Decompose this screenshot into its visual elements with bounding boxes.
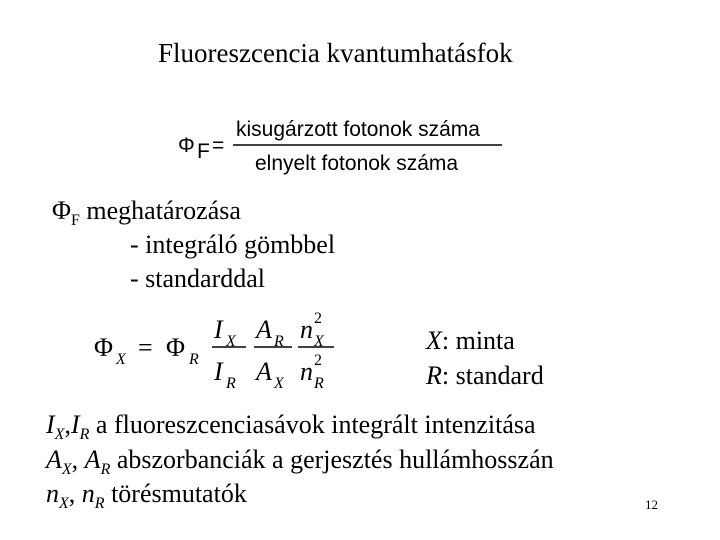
f2-denominator: A [256, 357, 272, 386]
def3-sub1: X [59, 495, 69, 512]
def3-sym1: n [46, 479, 59, 508]
f1-numerator-sub: X [226, 333, 236, 350]
formula2-phi-sub: R [189, 351, 199, 368]
formula2-phi: Φ [166, 333, 186, 362]
f3-denominator-sub: R [314, 375, 324, 392]
heading-symbol: Φ [52, 196, 72, 225]
heading-text: meghatározása [79, 196, 241, 225]
formula2-equals: = [138, 333, 153, 362]
f1-denominator-sub: R [226, 375, 236, 392]
def2-sym1: A [46, 445, 62, 474]
def2-sub1: X [61, 461, 72, 478]
def1-sym1: I [46, 410, 55, 439]
legend-sample-text: : minta [441, 326, 515, 355]
def3-sep: , [68, 479, 82, 508]
f3-numerator-sub: X [314, 333, 324, 350]
method-item-standard: - standarddal [130, 264, 266, 293]
slide-title: Fluoreszcencia kvantumhatásfok [158, 38, 513, 68]
definition-absorbance [46, 445, 554, 478]
def1-sub2: R [79, 426, 90, 443]
heading-symbol-sub: F [71, 212, 80, 229]
def1-sep: , [64, 410, 71, 439]
f2-numerator: A [256, 315, 272, 344]
f1-denominator: I [214, 357, 223, 386]
def2-sub2: R [100, 461, 111, 478]
f2-numerator-sub: R [274, 333, 284, 350]
def2-text: abszorbanciák a gerjesztés hullámhosszán [110, 445, 554, 474]
legend-standard-text: : standard [441, 361, 544, 390]
def3-sym2: n [81, 479, 95, 508]
def2-sym2: A [84, 445, 101, 474]
formula2-lhs: Φ [94, 333, 114, 362]
formula1-denominator: elnyelt fotonok száma [255, 152, 459, 175]
formula1-equals: = [212, 134, 225, 157]
f3-denominator: n [300, 357, 313, 386]
formula2-lhs-sub: X [116, 351, 126, 368]
definition-intensity [46, 410, 536, 443]
legend-standard-symbol: R [426, 361, 442, 390]
def1-text: a fluoreszcenciasávok integrált intenzitása [89, 410, 536, 439]
f3-numerator-sup: 2 [314, 310, 322, 327]
legend-standard [426, 361, 544, 391]
formula1-numerator: kisugárzott fotonok száma [236, 118, 480, 141]
f3-denominator-sup: 2 [314, 352, 322, 369]
def1-sym2: I [70, 410, 80, 439]
formula1-lhs-sub: F [197, 140, 210, 163]
f1-numerator: I [214, 315, 223, 344]
def1-sub1: X [54, 426, 65, 443]
f2-denominator-sub: X [274, 375, 284, 392]
legend-sample-symbol: X [426, 326, 442, 355]
legend-sample [426, 326, 515, 356]
method-item-sphere: - integráló gömbbel [130, 230, 336, 259]
page-number: 12 [645, 497, 658, 512]
def2-sep: , [71, 445, 85, 474]
def3-text: törésmutatók [104, 479, 247, 508]
def3-sub2: R [94, 495, 105, 512]
definition-refractive-index [46, 479, 247, 512]
f3-numerator: n [300, 315, 313, 344]
formula1-lhs: Φ [178, 134, 195, 157]
